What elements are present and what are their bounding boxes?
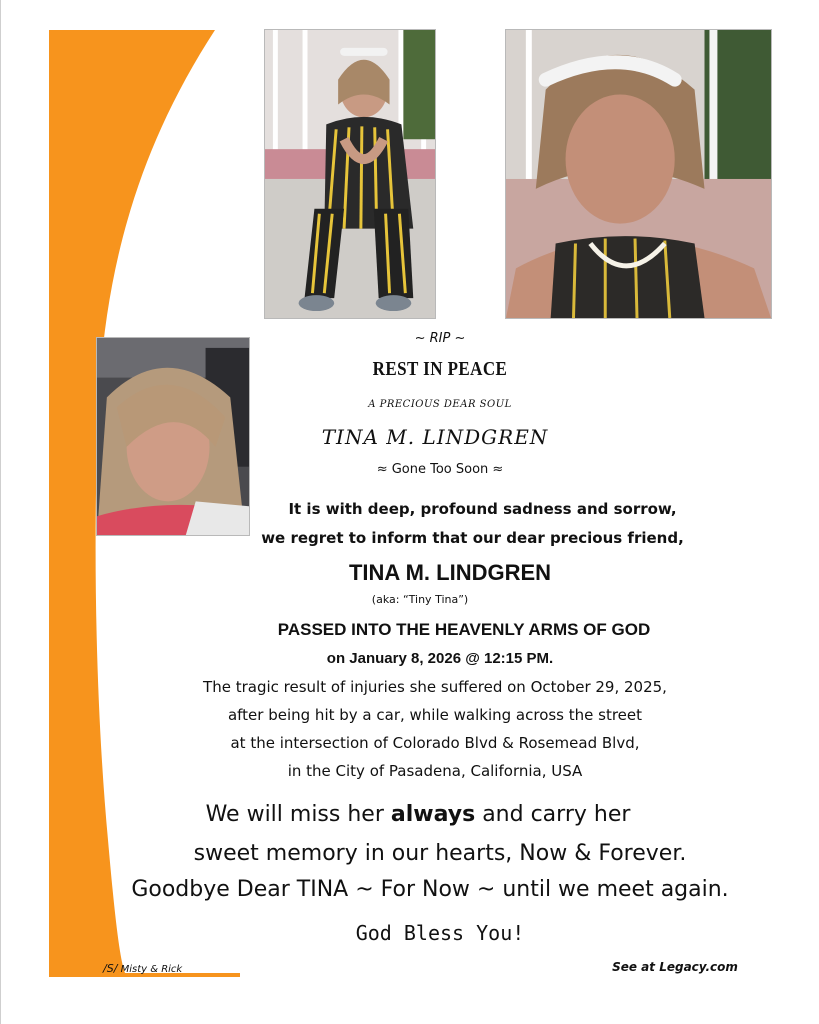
closing-line-1-end: and carry her xyxy=(475,802,631,827)
passed-heading: PASSED INTO THE HEAVENLY ARMS OF GOD xyxy=(277,620,651,639)
aka-text: (aka: “Tiny Tina”) xyxy=(371,593,469,606)
signature xyxy=(103,962,182,975)
photo-seated xyxy=(264,29,436,319)
detail-line-3: at the intersection of Colorado Blvd & Rosemead Blvd, xyxy=(230,734,640,752)
legacy-link[interactable]: See at Legacy.com xyxy=(612,960,738,974)
closing-line-3: Goodbye Dear TINA ~ For Now ~ until we meet again. xyxy=(131,877,729,902)
closing-line-1 xyxy=(88,802,748,827)
announcement-line-1: It is with deep, profound sadness and sorrow, xyxy=(288,500,677,518)
detail-line-4: in the City of Pasadena, California, USA xyxy=(287,762,583,780)
name-script-heading: TINA M. LINDGREN xyxy=(321,425,549,449)
closing-line-2: sweet memory in our hearts, Now & Forever. xyxy=(193,841,687,866)
signature-mark: /S/ xyxy=(103,962,118,975)
gone-too-soon-text: ≈ Gone Too Soon ≈ xyxy=(376,462,504,477)
announcement-line-2: we regret to inform that our dear precious friend, xyxy=(261,529,684,547)
signature-names: Misty & Rick xyxy=(120,964,183,975)
precious-soul-text: A PRECIOUS DEAR SOUL xyxy=(368,399,512,410)
closing-emphasis: always xyxy=(390,802,476,827)
deceased-name: TINA M. LINDGREN xyxy=(348,560,552,585)
detail-line-1: The tragic result of injuries she suffered on October 29, 2025, xyxy=(203,678,667,696)
closing-line-1-start: We will miss her xyxy=(205,802,391,827)
date-of-passing: on January 8, 2026 @ 12:15 PM. xyxy=(326,650,554,667)
photo-closeup xyxy=(505,29,772,319)
detail-line-2: after being hit by a car, while walking across the street xyxy=(227,706,643,724)
rest-in-peace-heading: REST IN PEACE xyxy=(372,358,508,380)
god-bless-text: God Bless You! xyxy=(355,921,525,945)
rip-heading: ~ RIP ~ xyxy=(414,331,466,346)
photo-selfie xyxy=(96,337,250,536)
